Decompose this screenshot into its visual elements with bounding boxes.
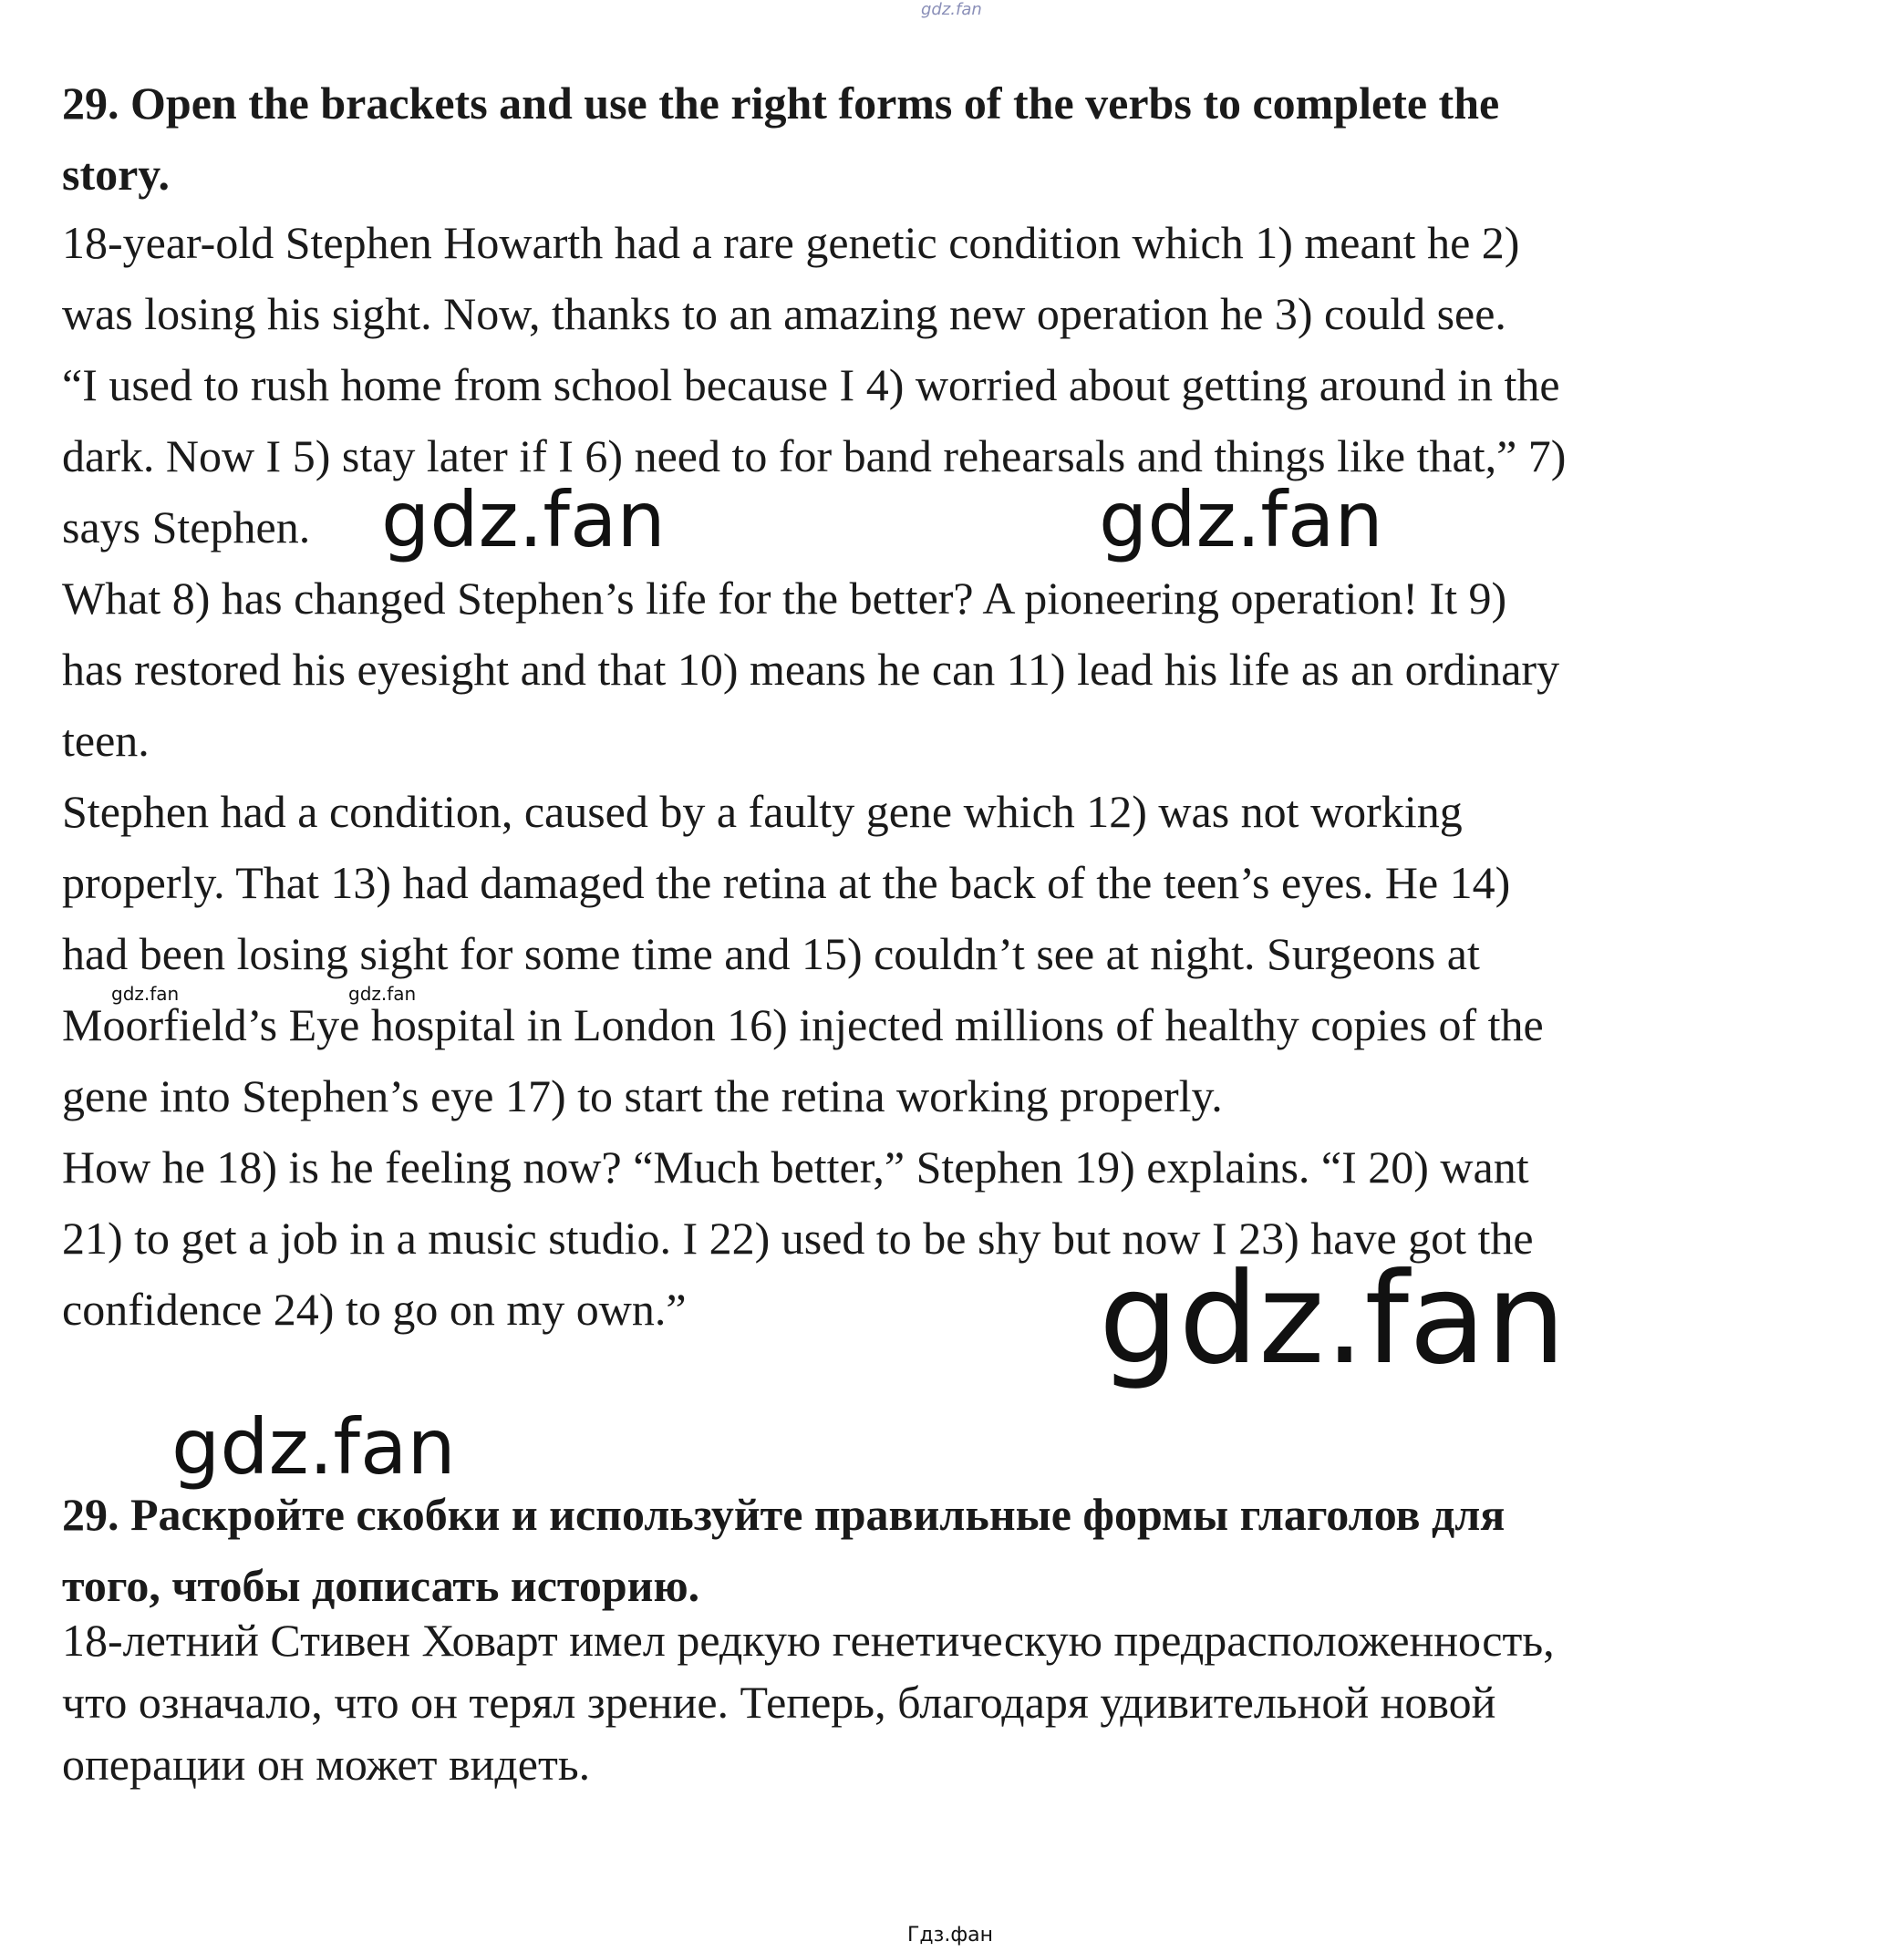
text-line: says Stephen.	[62, 501, 311, 553]
exercise-heading-en	[62, 68, 1849, 211]
heading-line: 29. Раскройте скобки и используйте правильные формы глаголов для	[62, 1489, 1506, 1540]
text-line: What 8) has changed Stephen’s life for the better? A pioneering operation! It 9)	[62, 573, 1507, 624]
watermark-small-left: gdz.fan	[111, 983, 180, 1005]
text-line: properly. That 13) had damaged the retina at the back of the teen’s eyes. He 14)	[62, 857, 1511, 908]
text-line: Moorfield’s Eye hospital in London 16) injected millions of healthy copies of the	[62, 999, 1544, 1050]
text-line: “I used to rush home from school because I 4) worried about getting around in the	[62, 359, 1560, 410]
text-line: dark. Now I 5) stay later if I 6) need to for band rehearsals and things like that,” 7)	[62, 430, 1567, 481]
watermark-mid-left: gdz.fan	[381, 475, 666, 564]
story-text-ru	[62, 1609, 1877, 1795]
heading-line: того, чтобы дописать историю.	[62, 1560, 700, 1611]
text-line: gene into Stephen’s eye 17) to start the retina working properly.	[62, 1070, 1223, 1121]
watermark-lower-left: gdz.fan	[171, 1402, 456, 1492]
story-text-en	[62, 207, 1877, 1345]
watermark-bottom: Гдз.фан	[907, 1924, 993, 1947]
text-line: was losing his sight. Now, thanks to an amazing new operation he 3) could see.	[62, 288, 1506, 339]
heading-line: story.	[62, 149, 171, 200]
exercise-heading-ru	[62, 1483, 1849, 1626]
watermark-small-right: gdz.fan	[348, 983, 417, 1005]
text-line: teen.	[62, 715, 150, 766]
text-line: 18-летний Стивен Ховарт имел редкую генетическую предрасположенность,	[62, 1615, 1555, 1666]
text-line: confidence 24) to go on my own.”	[62, 1284, 687, 1335]
text-line: had been losing sight for some time and 15) couldn’t see at night. Surgeons at	[62, 928, 1480, 979]
text-line: 18-year-old Stephen Howarth had a rare genetic condition which 1) meant he 2)	[62, 217, 1520, 268]
watermark-large: gdz.fan	[1099, 1245, 1567, 1392]
watermark-mid-right: gdz.fan	[1099, 475, 1383, 564]
text-line: Stephen had a condition, caused by a faulty gene which 12) was not working	[62, 786, 1463, 837]
text-line: 21) to get a job in a music studio. I 22) used to be shy but now I 23) have got the	[62, 1213, 1534, 1264]
text-line: has restored his eyesight and that 10) means he can 11) lead his life as an ordinary	[62, 644, 1560, 695]
text-line: что означало, что он терял зрение. Теперь, благодаря удивительной новой	[62, 1677, 1496, 1728]
text-line: операции он может видеть.	[62, 1739, 591, 1790]
text-line: How he 18) is he feeling now? “Much better,” Stephen 19) explains. “I 20) want	[62, 1141, 1529, 1193]
heading-line: 29. Open the brackets and use the right forms of the verbs to complete the	[62, 77, 1500, 129]
watermark-top: gdz.fan	[921, 0, 982, 19]
